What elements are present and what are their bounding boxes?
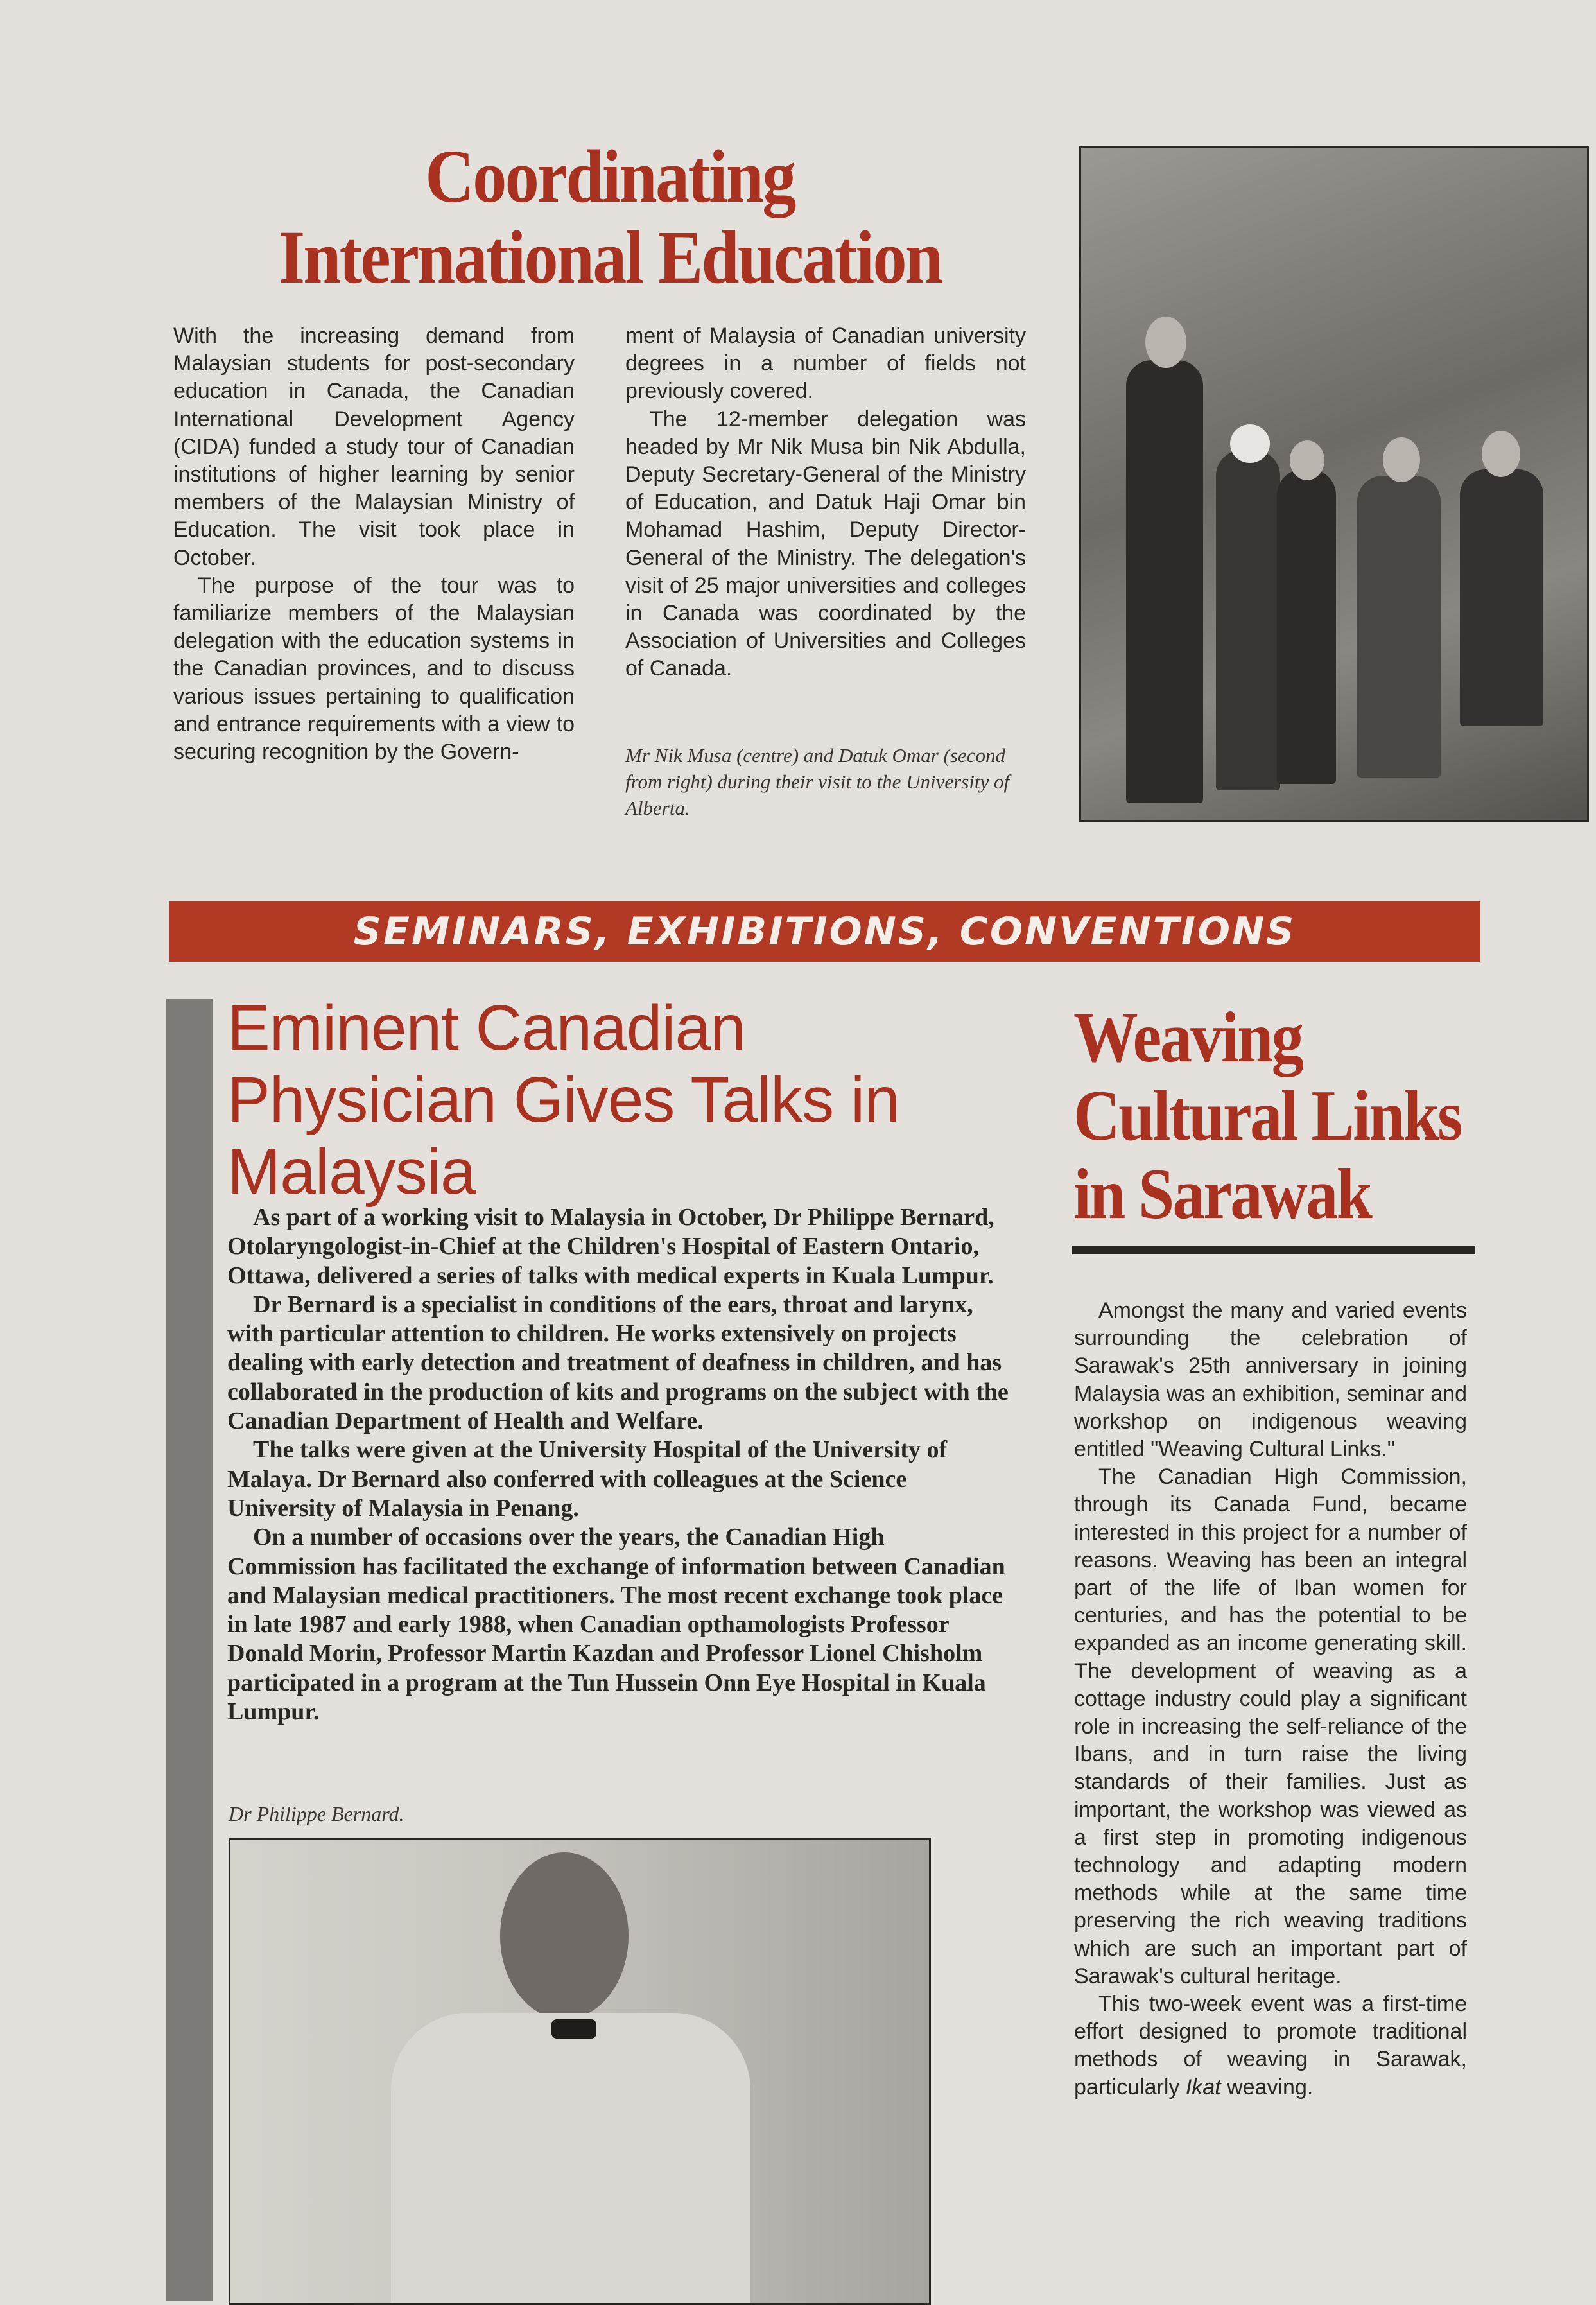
bernard-body: [227, 1203, 1017, 1727]
coordinating-column-2: [625, 322, 1026, 683]
ikat-term: Ikat: [1185, 2074, 1221, 2100]
coordinating-paragraph: The purpose of the tour was to familiarize members of the Malaysian delegation with the education systems in the Canadian provinces, and to discuss various issues pertaining to qualification and entrance requirements with a view to securing recognition by the Govern-: [173, 573, 575, 765]
weaving-title-line1: Weaving: [1073, 998, 1303, 1077]
weaving-paragraph-text: This two-week event was a first-time effort designed to promote traditional methods of weaving in Sarawak, particularly: [1074, 1992, 1467, 2100]
bernard-paragraph: The talks were given at the University Hospital of the University of Malaya. Dr Bernard also conferred with colleagues at the Science University of Malaysia in Penang.: [227, 1436, 948, 1522]
coordinating-paragraph: With the increasing demand from Malaysian students for post-secondary education in Canada, the Canadian International Development Agency (CIDA) funded a study tour of Canadian institutions of higher learning by senior members of the Malaysian Ministry of Education. The visit took place in October.: [173, 324, 575, 570]
weaving-paragraph-text: weaving.: [1220, 2074, 1314, 2100]
weaving-paragraph: The Canadian High Commission, through its Canada Fund, became interested in this project for a number of reasons. Weaving has been an integral part of the life of Iban women for centuries, and has the potential to be expanded as an income generating skill. The development of weaving as a cottage industry could play a significant role in increasing the self-reliance of the Ibans, and in turn raise the living standards of their families. Just as important, the workshop was viewed as a first step in promoting indigenous technology and adapting modern methods while at the same time preserving the rich weaving traditions which are such an important part of Sarawak's cultural heritage.: [1074, 1465, 1467, 1988]
weaving-title-line3: in Sarawak: [1073, 1154, 1371, 1234]
coordinating-paragraph: The 12-member delegation was headed by Mr Nik Musa bin Nik Abdulla, Deputy Secretary-General of the Ministry of Education, and Datuk Haji Omar bin Mohamad Hashim, Deputy Director-General of the Ministry. The delegation's visit of 25 major universities and colleges in Canada was coordinated by the Association of Universities and Colleges of Canada.: [625, 406, 1026, 681]
bernard-title-line2: Physician Gives Talks in: [227, 1064, 899, 1136]
weaving-body: [1074, 1297, 1467, 2101]
bernard-photo: [229, 1838, 931, 2305]
weaving-title: [1073, 998, 1478, 1233]
weaving-divider: [1072, 1246, 1475, 1254]
weaving-paragraph: [1074, 1990, 1467, 2101]
sidebar-accent-bar: [166, 999, 213, 2301]
weaving-paragraph: Amongst the many and varied events surrounding the celebration of Sarawak's 25th anniversary in joining Malaysia was an exhibition, seminar and workshop on indigenous weaving entitled "Weaving Cultural Links.": [1074, 1298, 1467, 1462]
coordinating-title-line2: International Education: [278, 215, 942, 299]
weaving-title-line2: Cultural Links: [1073, 1076, 1461, 1156]
coordinating-title: [205, 136, 1014, 298]
bernard-photo-caption: Dr Philippe Bernard.: [229, 1802, 404, 1825]
bernard-title-line1: Eminent Canadian: [227, 992, 745, 1064]
coordinating-paragraph: ment of Malaysia of Canadian university degrees in a number of fields not previously covered.: [625, 324, 1026, 404]
coordinating-photo-caption: Mr Nik Musa (centre) and Datuk Omar (second from right) during their visit to the University of Alberta.: [625, 744, 1010, 819]
bernard-paragraph: On a number of occasions over the years, the Canadian High Commission has facilitated the exchange of information between Canadian and Malaysian medical practitioners. The most recent exchange took place in late 1987 and early 1988, when Canadian opthamologists Professor Donald Morin, Professor Martin Kazdan and Professor Lionel Chisholm participated in a program at the Tun Hussein Onn Eye Hospital in Kuala Lumpur.: [227, 1524, 1005, 1726]
bernard-title-line3: Malaysia: [227, 1136, 476, 1208]
delegation-photo: [1079, 146, 1589, 822]
bernard-title: [227, 992, 1023, 1208]
coordinating-column-1: [173, 322, 575, 766]
section-banner-title: SEMINARS, EXHIBITIONS, CONVENTIONS: [353, 909, 1296, 954]
bernard-paragraph: As part of a working visit to Malaysia in October, Dr Philippe Bernard, Otolaryngologist-in-Chief at the Children's Hospital of Eastern Ontario, Ottawa, delivered a series of talks with medical experts in Kuala Lumpur.: [227, 1204, 994, 1289]
bernard-paragraph: Dr Bernard is a specialist in conditions of the ears, throat and larynx, with particular attention to children. He works extensively on projects dealing with early detection and treatment of deafness in children, and has collaborated in the production of kits and programs on the subject with the Canadian Department of Health and Welfare.: [227, 1291, 1009, 1435]
coordinating-title-line1: Coordinating: [425, 134, 795, 218]
